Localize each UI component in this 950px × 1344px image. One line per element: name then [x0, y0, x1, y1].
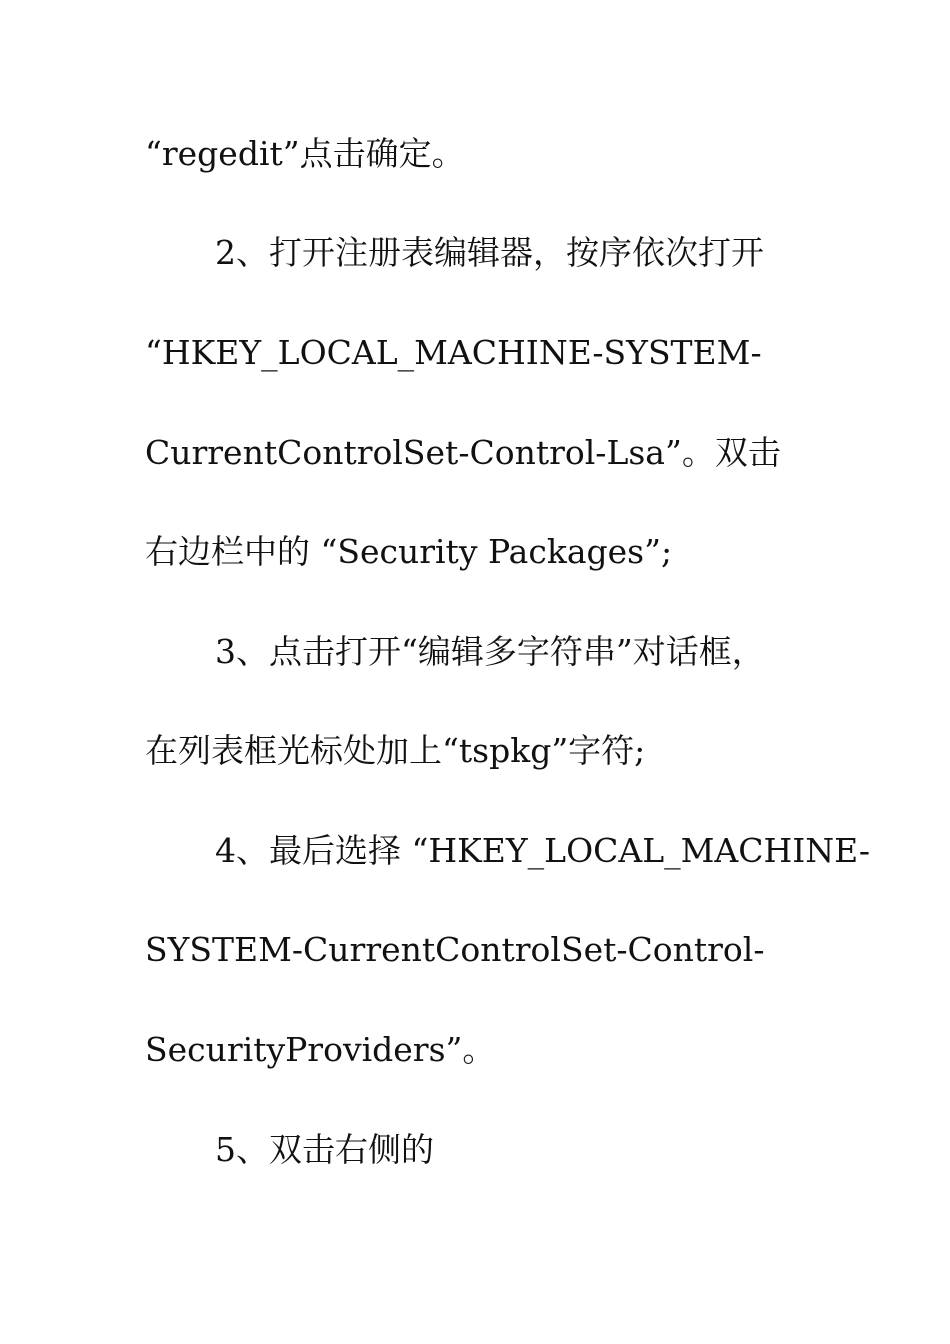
registry-path-line-1: “HKEY_LOCAL_MACHINE-SYSTEM- — [145, 333, 762, 372]
registry-path-line-2: CurrentControlSet-Control-Lsa”。双击 — [145, 433, 781, 472]
text-line-1: “regedit”点击确定。 — [145, 134, 465, 173]
step-3-line: 3、点击打开“编辑多字符串”对话框， — [215, 632, 765, 671]
security-providers-line: SecurityProviders”。 — [145, 1030, 496, 1069]
registry-path-line-3: SYSTEM-CurrentControlSet-Control- — [145, 930, 765, 969]
tspkg-line: 在列表框光标处加上“tspkg”字符; — [145, 731, 646, 770]
security-packages-line: 右边栏中的 “Security Packages”; — [145, 532, 673, 571]
step-5-line: 5、双击右侧的 — [215, 1130, 434, 1169]
step-4-line: 4、最后选择 “HKEY_LOCAL_MACHINE- — [215, 831, 871, 870]
step-2-line: 2、打开注册表编辑器，按序依次打开 — [215, 233, 764, 272]
